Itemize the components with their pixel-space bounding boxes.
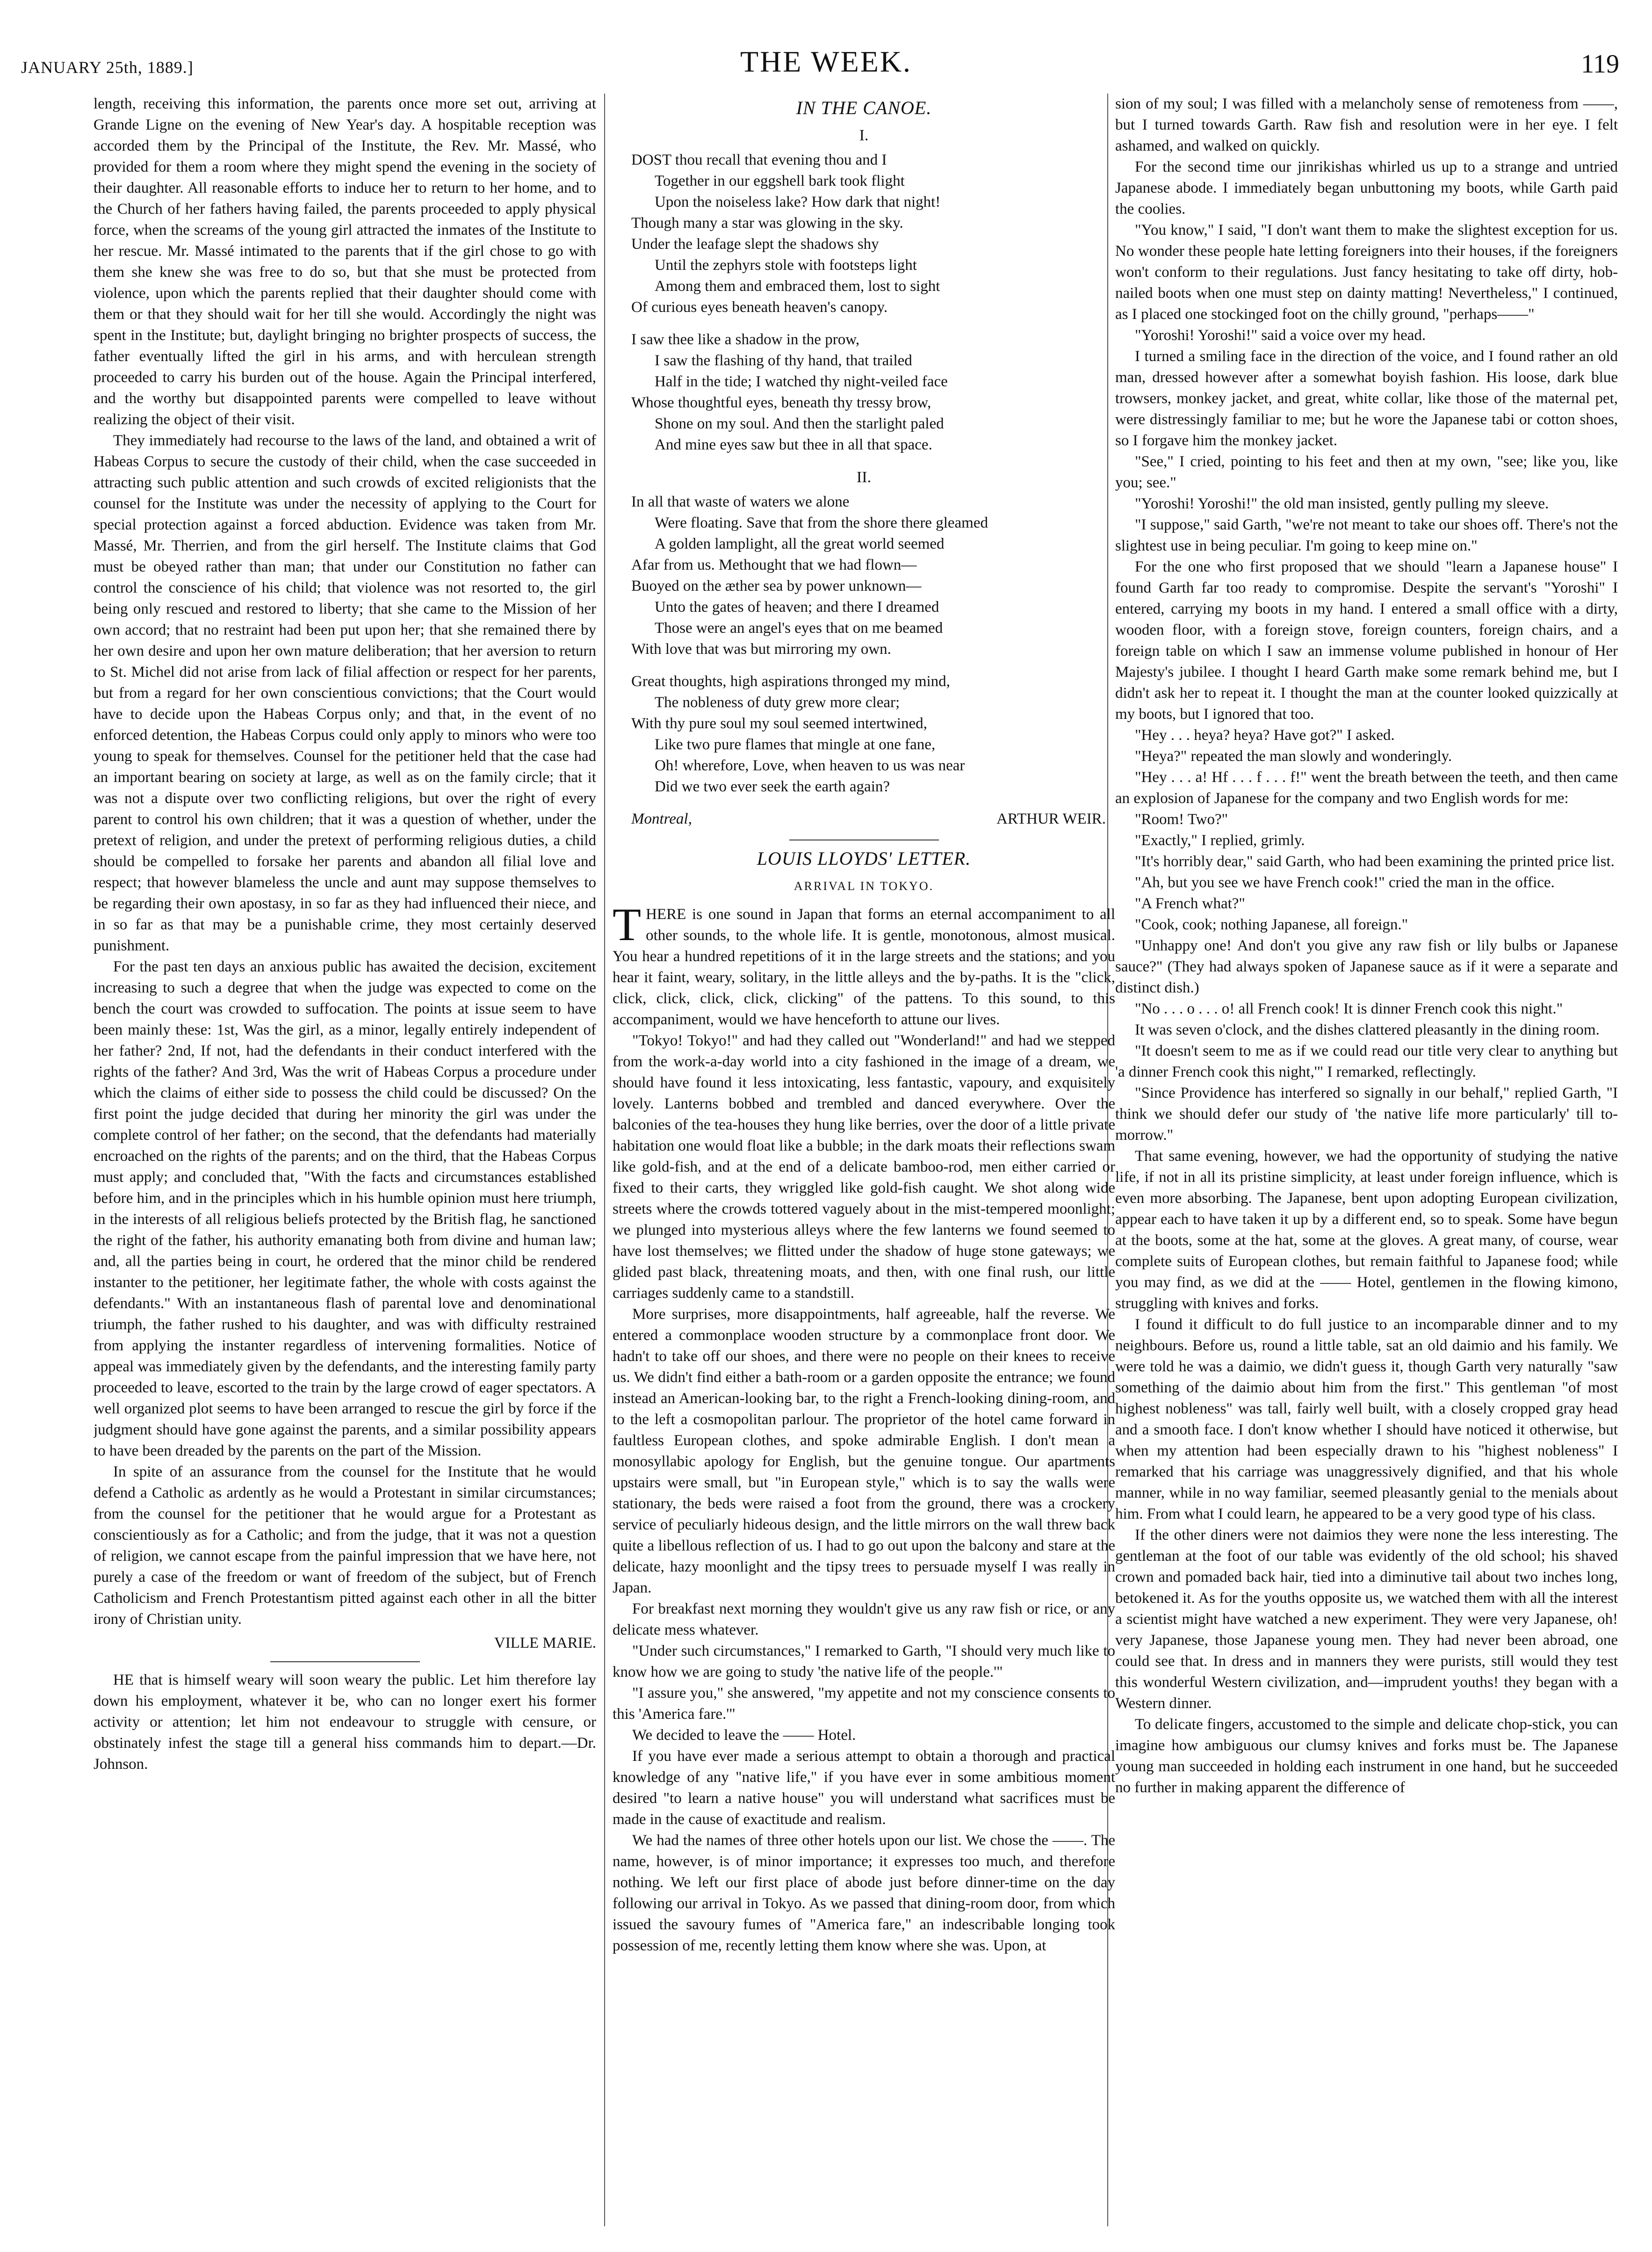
article-paragraph: They immediately had recourse to the laws of the land, and obtained a writ of Habeas Corpus to secure the custody of their child, when the case succeeded in attracting such public attention and such crowds of excited religionists that the counsel for the Institute was under the necessity of applying to the Court for special protection against a forced abduction. Evidence was taken from Mr. Massé, Mr. Therrien, and from the girl herself. The Institute claims that God must be obeyed rather than man; that under our Constitution no father can control the conscience of his child; that violence was not resorted to, the girl being only rescued and restored to liberty; that she came to the Mission of her own accord; that no restraint had been put upon her; that she remained there by her own desire and upon her own mature deliberation; that her aversion to return to St. Michel did not arise from lack of filial affection or respect for her parents, but from a regard for her own conscientious convictions; that the Court would have to decide upon the Habeas Corpus only; and that, in the event of no enforced detention, the Habeas Corpus could only apply to minors who were too young to speak for themselves. Counsel for the petitioner held that the case had an important bearing on society at large, as well as on the family circle; that it was not a dispute over two conflicting religions, but over the right of every parent to control his own children; that it was a question of whether, under the pretext of religion, and under the pretext of performing religious duties, a child should be compelled to forsake her parents and abandon all filial love and respect; that however blameless the uncle and aunt may suppose themselves to be regarding their own apostasy, in so far as they had influenced their niece, and in so far as that may be a punishable crime, they most certainly deserved punishment.: [94, 432, 596, 954]
verse-line: Half in the tide; I watched thy night-veiled face: [655, 373, 948, 390]
verse-line: DOST thou recall that evening thou and I: [631, 152, 887, 168]
letter-paragraph: That same evening, however, we had the opportunity of studying the native life, if not in all its pristine simplicity, at least under foreign influence, which is even more absorbing. The Japanese, bent upon adopting European civilization, appear each to have taken it up by a different end, so to speak. Some have begun at the boots, some at the hat, some at the gloves. A great many, of course, wear complete suits of European clothes, but remain faithful to Japanese food; while you may find, as we did at the —— Hotel, gentlemen in the flowing kimono, struggling with knives and forks.: [1115, 1148, 1618, 1312]
column-2: [613, 94, 1115, 2226]
letter-paragraph: "Hey . . . heya? heya? Have got?" I asked.: [1135, 727, 1395, 744]
johnson-quote: HE that is himself weary will soon weary the public. Let him therefore lay down his employment, whatever it be, who can no longer exert his former activity or attention; let him not endeavour to struggle with censure, or obstinately infest the stage till a general hiss commands him to depart.—Dr. Johnson.: [94, 1672, 596, 1773]
letter-paragraph: "See," I cried, pointing to his feet and then at my own, "see; like you, like you; see.": [1115, 453, 1618, 491]
letter-paragraph: "Cook, cook; nothing Japanese, all foreign.": [1135, 916, 1408, 933]
verse-line: And mine eyes saw but thee in all that space.: [655, 436, 932, 453]
poem-stanza-2: [631, 329, 1115, 456]
letter-paragraph: "Unhappy one! And don't you give any raw fish or lily bulbs or Japanese sauce?" (They had always spoken of Japanese sauce as if it were a separate and distinct dish.): [1115, 937, 1618, 996]
letter-paragraph: "A French what?": [1135, 895, 1245, 912]
poem-author: ARTHUR WEIR.: [996, 811, 1106, 827]
poem-title: IN THE CANOE.: [796, 97, 932, 118]
letter-paragraph: "Tokyo! Tokyo!" and had they called out "Wonderland!" and had we stepped from the work-a-day world into a city fashioned in the image of a dream, we should have found it less intoxicating, less fantastic, vapoury, and exquisitely lovely. Lanterns bobbed and trembled and danced everywhere. Over the balconies of the tea-houses they hung like berries, over the door of a little private habitation one would float like a bubble; in the dark moats their reflections swam like gold-fish, and at the end of a delicate bamboo-rod, men either carried or fixed to their carts, they wriggled like gold-fish caught. We shot along wide streets where the crowds tottered vaguely about in the mist-tempered moonlight; we plunged into mysterious alleys where the few lanterns we found seemed to have lost themselves; we flitted under the shadow of huge stone gateways; we glided past black, threatening moats, and then, with one final rush, our little carriages suddenly came to a standstill.: [613, 1032, 1115, 1302]
column-rule-1: [604, 94, 605, 2226]
journal-title: THE WEEK.: [740, 45, 912, 78]
verse-line: I saw the flashing of thy hand, that trailed: [655, 352, 912, 369]
verse-line: I saw thee like a shadow in the prow,: [631, 331, 860, 348]
letter-paragraph: More surprises, more disappointments, half agreeable, half the reverse. We entered a commonplace wooden structure by a commonplace front door. We hadn't to take off our shoes, and there were no people on their knees to receive us. We didn't find either a bath-room or a garden opposite the entrance; we found instead an American-looking bar, to the right a French-looking dining-room, and to the left a cosmopolitan parlour. The proprietor of the hotel came forward in faultless European clothes, and spoke admirable English. I don't mean a monosyllabic apology for English, but the genuine tongue. Our apartments upstairs were small, but "in European style," which is to say the walls were stationary, the beds were raised a foot from the ground, there was a crockery service of peculiarly hideous design, and the little mirrors on the wall threw back quite a libellous reflection of us. I had to go out upon the balcony and stare at the delicate, hazy moonlight and the tipsy trees to persuade myself I was really in Japan.: [613, 1306, 1115, 1596]
verse-line: Until the zephyrs stole with footsteps light: [655, 257, 917, 274]
article-paragraph: For the past ten days an anxious public has awaited the decision, excitement increasing to such a degree that when the judge was expected to come on the bench the court was crowded to suffocation. The points at issue seem to have been mainly these: 1st, Was the girl, as a minor, legally entirely independent of her father? 2nd, If not, had the defendants in their conduct interfered with the rights of the father? And 3rd, Was the writ of Habeas Corpus a procedure under which the claims of either side to possess the child could be discussed? On the first point the judge decided that during her minority the girl was under the complete control of her father; on the second, that the defendants had materially encroached on the rights of the parents; and on the third, that the Habeas Corpus must apply; and concluded that, "With the facts and circumstances established before him, and in the principles which in his humble opinion must here triumph, in the interests of all religious beliefs protected by the British flag, he sanctioned the right of the father, his authority emanating both from divine and human law; and, all the parties being in court, he ordered that the minor child be rendered instanter to the petitioner, her legitimate father, the whole with costs against the defendants." With an instantaneous flash of parental love and denominational triumph, the father rushed to his daughter, and was with difficulty restrained from applying the instanter regardless of intervening formalities. Notice of appeal was immediately given by the defendants, and the interesting family party proceeded to leave, escorted to the train by the large crowd of eager spectators. A well organized plot seems to have been arranged to rescue the girl by force if the judgment should have gone against the parents, and a similar possibility appears to have been dreaded by the parents on the part of the Mission.: [94, 958, 596, 1459]
poem-part-label: I.: [859, 127, 869, 144]
verse-line: Great thoughts, high aspirations thronged my mind,: [631, 673, 950, 690]
letter-paragraph: For the one who first proposed that we should "learn a Japanese house" I found Garth far too ready to compromise. Despite the servant's "Yoroshi" I entered, carrying my boots in my hand. I entered a small office with a dirty, wooden floor, with a foreign stove, foreign counters, foreign chairs, and a foreign table on which I saw an immense volume published in honour of Her Majesty's jubilee. I thought I heard Garth make some remark behind me, but I didn't ask her to repeat it. I thought the man at the counter looked quizzically at my boots, but I ignored that too.: [1115, 558, 1618, 723]
letter-paragraph: "Hey . . . a! Hf . . . f . . . f!" went the breath between the teeth, and then came an explosion of Japanese for the company and two English words for me:: [1115, 769, 1618, 807]
verse-line: A golden lamplight, all the great world seemed: [655, 536, 945, 552]
column-3: [1115, 94, 1618, 2226]
letter-paragraph: sion of my soul; I was filled with a melancholy sense of remoteness from ——, but I turned towards Garth. Raw fish and resolution were in her eye. I felt ashamed, and walked on quickly.: [1115, 95, 1618, 154]
verse-line: With thy pure soul my soul seemed intertwined,: [631, 715, 927, 732]
verse-line: With love that was but mirroring my own.: [631, 641, 891, 658]
drop-cap: T: [613, 898, 642, 950]
verse-line: Like two pure flames that mingle at one fane,: [655, 736, 936, 753]
letter-paragraph: "You know," I said, "I don't want them to make the slightest exception for us. No wonder these people hate letting foreigners into their houses, if the foreigners won't conform to their regulations. Just fancy hesitating to take off dirty, hob-nailed boots when one must step on dainty matting! Nevertheless," I continued, as I placed one stockinged foot on the chilly ground, "perhaps——": [1115, 222, 1618, 323]
letter-paragraph: "I suppose," said Garth, "we're not meant to take our shoes off. There's not the slightest use in being peculiar. I'm going to keep mine on.": [1115, 516, 1618, 554]
letter-paragraph: "Exactly," I replied, grimly.: [1135, 832, 1305, 849]
letter-paragraph: "Yoroshi! Yoroshi!" said a voice over my head.: [1135, 327, 1426, 344]
letter-paragraph: For the second time our jinrikishas whirled us up to a strange and untried Japanese abode. I immediately began unbuttoning my boots, while Garth paid the coolies.: [1115, 159, 1618, 217]
verse-line: The nobleness of duty grew more clear;: [655, 694, 900, 711]
verse-line: Though many a star was glowing in the sky.: [631, 215, 903, 232]
article-paragraph: In spite of an assurance from the counsel for the Institute that he would defend a Catholic as ardently as he would a Protestant in similar circumstances; from the counsel for the petitioner that he would argue for a Protestant as conscientiously as for a Catholic; and from the judge, that it was not a question of religion, we cannot escape from the painful impression that we have here, not purely a case of the freedom or want of freedom of the subject, but of French Catholicism and French Protestantism pitted against each other in all the bitter irony of Christian unity.: [94, 1463, 596, 1628]
section-divider: [270, 1661, 420, 1662]
verse-line: Among them and embraced them, lost to sight: [655, 278, 940, 295]
letter-paragraph: [613, 898, 1115, 1030]
verse-line: Unto the gates of heaven; and there I dreamed: [655, 599, 939, 615]
letter-paragraph: We decided to leave the —— Hotel.: [632, 1727, 856, 1744]
verse-line: In all that waste of waters we alone: [631, 493, 850, 510]
letter-paragraph: If the other diners were not daimios they were none the less interesting. The gentleman at the foot of our table was evidently of the old school; his shaved crown and pomaded back hair, tied into a diminutive tail about two inches long, betokened it. As for the youths opposite us, we watched them with all the interest a scientist might have watched a new experiment. They were very Japanese, oh! very Japanese, those Japanese young men. They had never been abroad, one could see that. In dress and in manners they were purists, still would they test this wonderful Western civilization, and—imprudent youths! they began with a Western dinner.: [1115, 1527, 1618, 1712]
verse-line: Oh! wherefore, Love, when heaven to us was near: [655, 757, 965, 774]
letter-paragraph: "Heya?" repeated the man slowly and wonderingly.: [1135, 748, 1452, 765]
verse-line: Upon the noiseless lake? How dark that night!: [655, 194, 941, 210]
verse-line: Shone on my soul. And then the starlight paled: [655, 415, 944, 432]
verse-line: Did we two ever seek the earth again?: [655, 778, 890, 795]
verse-line: Were floating. Save that from the shore there gleamed: [655, 514, 988, 531]
letter-paragraph: It was seven o'clock, and the dishes clattered pleasantly in the dining room.: [1135, 1021, 1600, 1038]
letter-paragraph: "No . . . o . . . o! all French cook! It is dinner French cook this night.": [1135, 1000, 1563, 1017]
letter-paragraph: "Under such circumstances," I remarked to Garth, "I should very much like to know how we are going to study 'the native life of the people.'": [613, 1643, 1115, 1680]
letter-paragraph: I turned a smiling face in the direction of the voice, and I found rather an old man, dressed however after a somewhat boyish fashion. His loose, dark blue trowsers, monkey jacket, and great, white collar, like those of the maternal pet, were distressingly familiar to me; but he wore the Japanese tabi or cotton shoes, so I forgave him the monkey jacket.: [1115, 348, 1618, 449]
letter-paragraph: For breakfast next morning they wouldn't give us any raw fish or rice, or any delicate mess whatever.: [613, 1600, 1115, 1638]
letter-paragraph: "Since Providence has interfered so signally in our behalf," replied Garth, "I think we should defer our study of 'the native life more particularly' till to-morrow.": [1115, 1085, 1618, 1144]
article-paragraph: length, receiving this information, the parents once more set out, arriving at Grande Ligne on the evening of New Year's day. A hospitable reception was accorded them by the Principal of the Institute, the Rev. Mr. Massé, who provided for them a room where they might spend the evening in the society of their daughter. All reasonable efforts to induce her to return to her home, and to the Church of her fathers having failed, the parents proceeded to apply physical force, when the screams of the young girl attracted the inmates of the Institute to her rescue. Mr. Massé intimated to the parents that if the girl chose to go with them she knew she was free to do so, but that she must be protected from violence, upon which the parents replied that their daughter should come with them or that they should wait for her till she would. Accordingly the night was spent in the Institute; but, daylight bringing no brighter prospects of success, the father eventually lifted the girl in his arms, and with herculean strength proceeded to carry his burden out of the house. Again the Principal interfered, and the worthy but disappointed parents were compelled to leave without realizing the object of their visit.: [94, 95, 596, 428]
column-1: [94, 94, 596, 2226]
page-number: 119: [1581, 50, 1619, 79]
verse-line: Under the leafage slept the shadows shy: [631, 236, 879, 253]
poem-part-label: II.: [856, 469, 872, 486]
letter-paragraph: "Room! Two?": [1135, 811, 1228, 828]
poem-place: Montreal,: [631, 811, 692, 827]
poem-stanza-1: [631, 150, 1115, 318]
poem-stanza-3: [631, 492, 1115, 660]
running-head: [0, 44, 1652, 87]
letter-paragraph: "It's horribly dear," said Garth, who had been examining the printed price list.: [1135, 853, 1615, 870]
letter-paragraph: "I assure you," she answered, "my appetite and not my conscience consents to this 'America fare.'": [613, 1685, 1115, 1723]
letter-paragraph: "Ah, but you see we have French cook!" cried the man in the office.: [1135, 874, 1555, 891]
letter-paragraph: I found it difficult to do full justice to an incomparable dinner and to my neighbours. Before us, round a little table, sat an old daimio and his family. We were told he was a daimio, we didn't guess it, though Garth very naturally "saw something of the daimio about him from the first." This gentleman "of most highest nobleness" was tall, fairly well built, with a closely cropped gray head and a smooth face. I don't know whether I should have noticed it otherwise, but when my attention had been especially drawn to his "highest nobleness" I remarked that his carriage was unaggressively dignified, and that his whole manner, while in no way familiar, seemed pleasantly genial to the menials about him. From what I could learn, he appeared to be a very good type of his class.: [1115, 1316, 1618, 1522]
verse-line: Those were an angel's eyes that on me beamed: [655, 620, 943, 637]
letter-opening: HERE is one sound in Japan that forms an eternal accompaniment to all other sounds, to the whole life. It is gentle, monotonous, almost musical. You hear a hundred repetitions of it in the large streets and the stations; and you hear it faint, weary, solitary, in the little alleys and the by-paths. It is the "click, click, click, click, click, clicking" of the pattens. To this sound, to this accompaniment, would we have henceforth to attune our lives.: [613, 906, 1115, 1028]
letter-title: LOUIS LLOYDS' LETTER.: [757, 848, 971, 869]
letter-subtitle: ARRIVAL IN TOKYO.: [794, 879, 934, 893]
letter-paragraph: If you have ever made a serious attempt to obtain a thorough and practical knowledge of any "native life," if you have ever in some ambitious moment desired "to learn a native house" you will understand what sacrifices must be made in the cause of exactitude and realism.: [613, 1748, 1115, 1828]
poem-stanza-4: [631, 671, 1115, 797]
verse-line: Together in our eggshell bark took flight: [655, 173, 905, 189]
verse-line: Whose thoughtful eyes, beneath thy tressy brow,: [631, 394, 931, 411]
letter-paragraph: "Yoroshi! Yoroshi!" the old man insisted, gently pulling my sleeve.: [1135, 495, 1549, 512]
letter-paragraph: To delicate fingers, accustomed to the simple and delicate chop-stick, you can imagine how ambiguous our clumsy knives and forks must be. The Japanese young man succeeded in holding each instrument in one hand, but he succeeded no further in making apparent the difference of: [1115, 1716, 1618, 1796]
article-signature: VILLE MARIE.: [494, 1635, 596, 1651]
letter-paragraph: "It doesn't seem to me as if we could read our title very clear to anything but 'a dinner French cook this night,'" I remarked, reflectingly.: [1115, 1043, 1618, 1080]
verse-line: Afar from us. Methought that we had flown—: [631, 557, 917, 573]
issue-date: JANUARY 25th, 1889.]: [21, 58, 194, 77]
letter-paragraph: We had the names of three other hotels upon our list. We chose the ——. The name, however, is of minor importance; it expresses too much, and therefore nothing. We left our first place of abode just before dinner-time on the day following our arrival in Tokyo. As we passed that dining-room door, from which issued the savoury fumes of "America fare," an indescribable longing took possession of me, recently letting them know where she was. Upon, at: [613, 1832, 1115, 1954]
verse-line: Buoyed on the æther sea by power unknown—: [631, 578, 922, 594]
verse-line: Of curious eyes beneath heaven's canopy.: [631, 299, 888, 316]
poem-signature: [631, 809, 1115, 832]
